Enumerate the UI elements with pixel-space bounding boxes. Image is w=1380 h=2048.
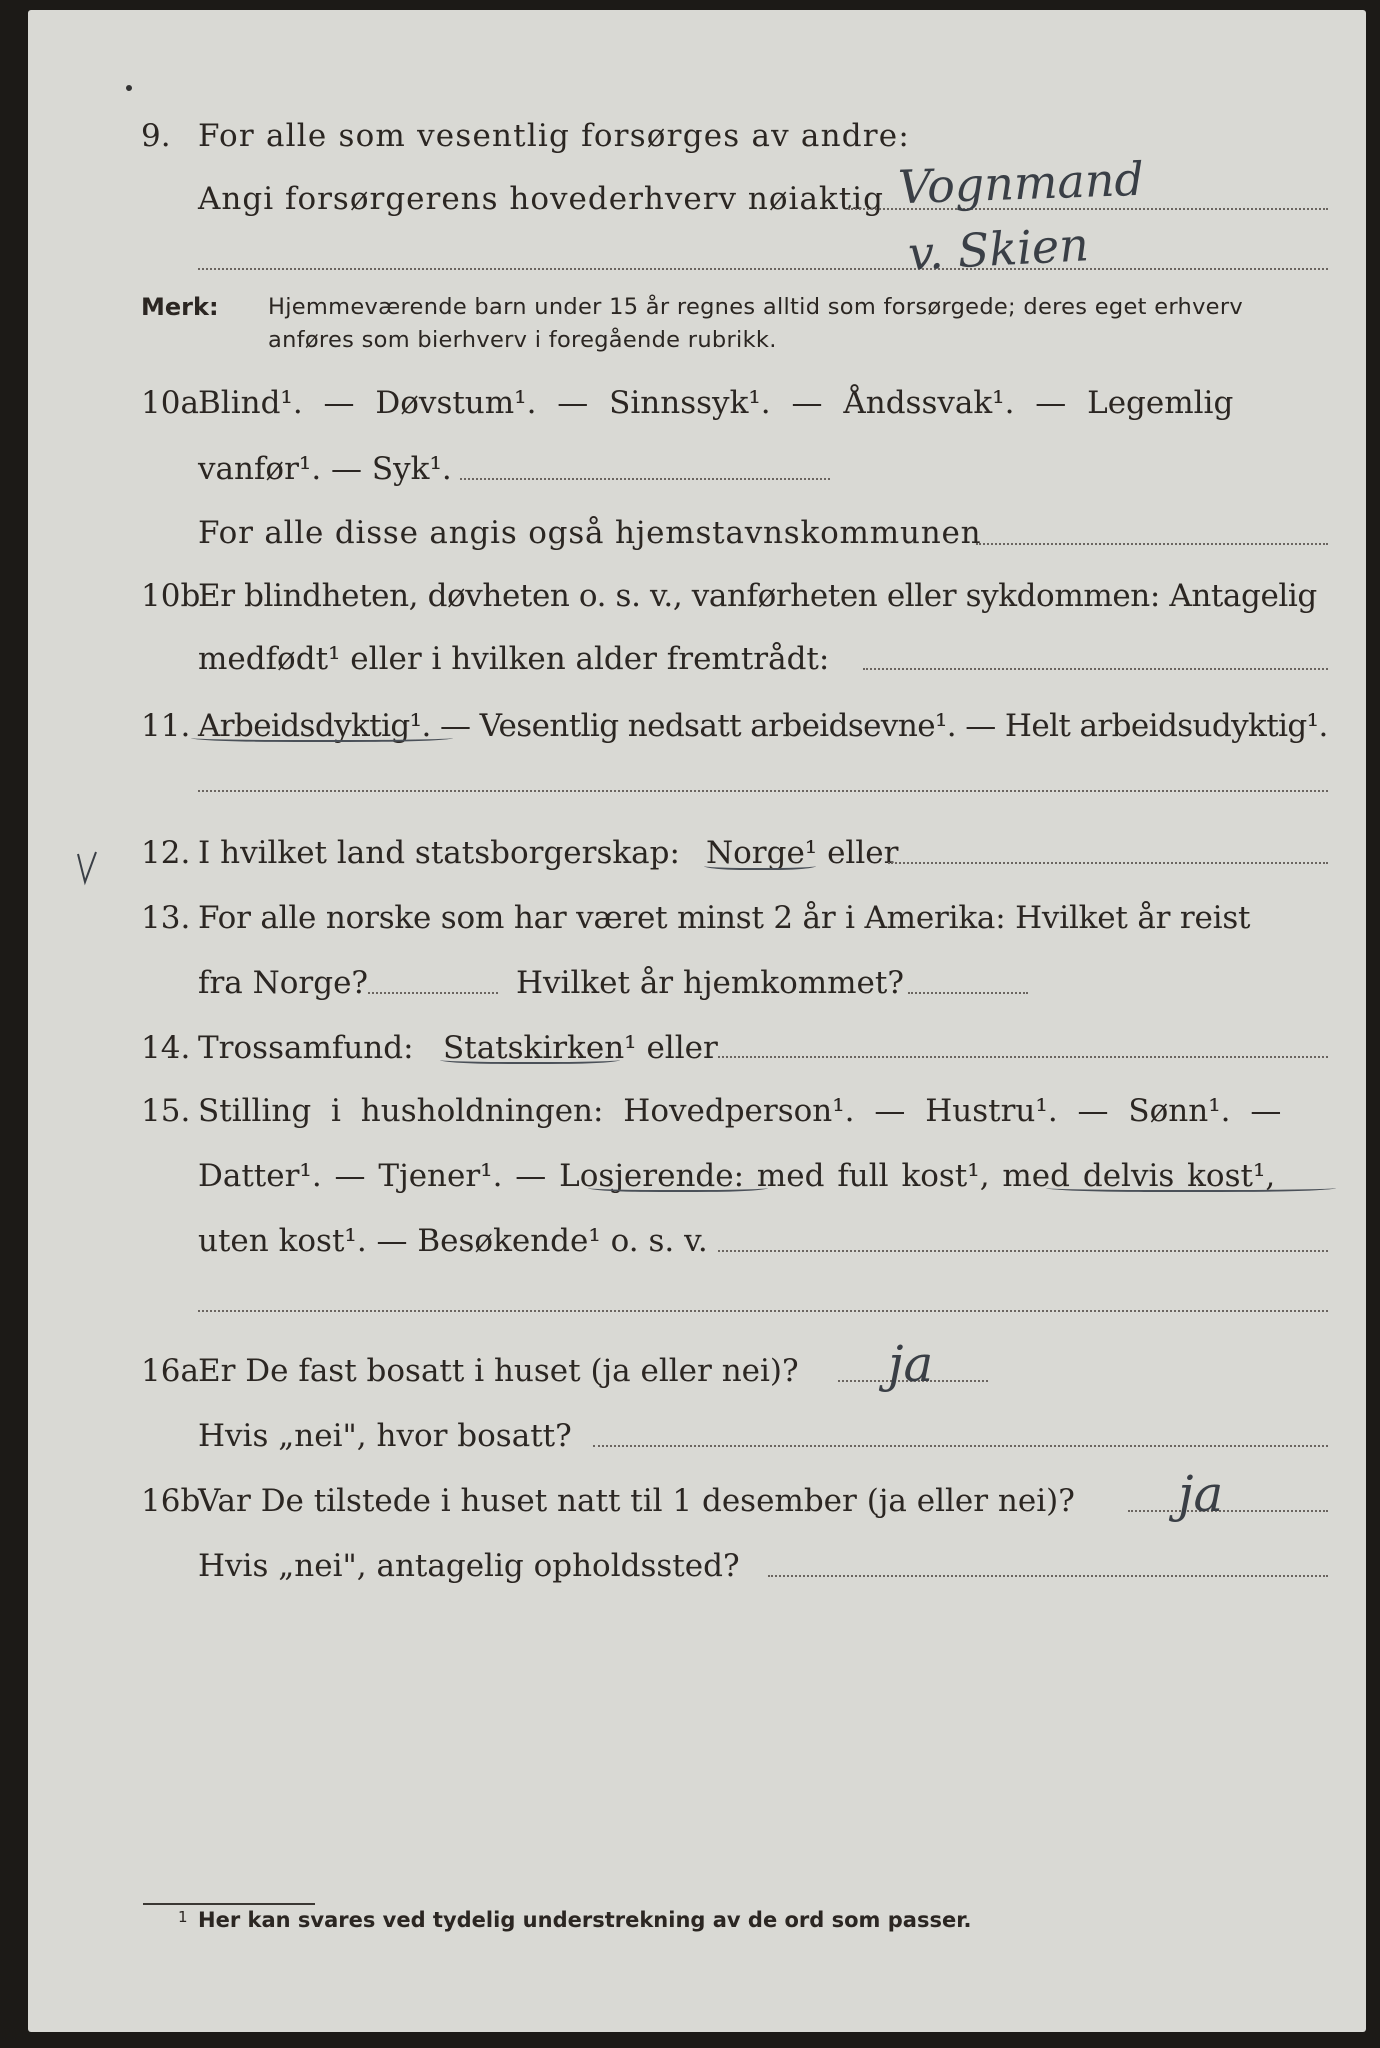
q11-line1: Arbeidsdyktig¹. — Vesentlig nedsatt arbeidsevne¹. — Helt arbeidsudyktig¹. [198,708,1328,744]
merk-line2: anføres som bierhverv i foregående rubrikk. [268,327,777,353]
q13-line2b: Hvilket år hjemkommet? [516,965,904,1001]
census-form-page [28,10,1366,2032]
q14-answer-line [718,1056,1328,1058]
q9-number: 9. [141,118,171,154]
q11-answer-line [198,790,1328,792]
q15-number: 15. [141,1093,191,1129]
q16a-line2: Hvis „nei", hvor bosatt? [198,1418,572,1454]
q11-underline-arbeidsdyktig [191,732,453,742]
q12-answer-line [888,862,1328,864]
q10b-number: 10b [141,578,201,614]
ink-dot [126,85,132,91]
q13-answer-line1 [368,992,498,994]
q14-number: 14. [141,1030,191,1066]
q15-underline-losjerende [588,1182,768,1192]
q15-line3: uten kost¹. — Besøkende¹ o. s. v. [198,1223,708,1259]
q11-number: 11. [141,708,191,744]
q13-line1: For alle norske som har været minst 2 år i Amerika: Hvilket år reist [198,900,1251,936]
q10a-answer-line1 [460,478,830,480]
q14-underline-statskirken [440,1054,620,1064]
q10a-number: 10a [141,385,199,421]
q15-line2: Datter¹. — Tjener¹. — Losjerende: med full kost¹, med delvis kost¹, [198,1158,1276,1194]
footnote-rule [143,1903,315,1905]
merk-line1: Hjemmeværende barn under 15 år regnes alltid som forsørgede; deres eget erhverv [268,294,1243,320]
q10a-answer-line2 [976,543,1328,545]
checkmark-icon [76,850,98,886]
q16a-line1: Er De fast bosatt i huset (ja eller nei)? [198,1353,799,1389]
q12-text-a: I hvilket land statsborgerskap: [198,835,680,871]
q12-text-b: Norge¹ eller [706,835,899,871]
q10a-line1: Blind¹. — Døvstum¹. — Sinnssyk¹. — Åndssvak¹. — Legemlig [198,385,1234,421]
q12-underline-norge [704,860,816,870]
q16a-handwritten-answer: ja [888,1335,934,1393]
q10a-line2: vanfør¹. — Syk¹. [198,451,452,487]
q14-text-b: Statskirken¹ eller [443,1030,718,1066]
q9-line1: For alle som vesentlig forsørges av andre: [198,118,910,154]
q15-answer-line2 [198,1310,1328,1312]
q9-handwritten-answer2: v. Skien [906,217,1091,281]
q10b-line2: medfødt¹ eller i hvilken alder fremtrådt: [198,641,830,677]
q16b-answer-line [1128,1510,1328,1512]
q13-answer-line2 [908,992,1028,994]
footnote-mark: 1 [178,1908,188,1926]
q15-answer-line1 [718,1250,1328,1252]
q16a-bosatt-line [593,1445,1328,1447]
q15-line1: Stilling i husholdningen: Hovedperson¹. — Hustru¹. — Sønn¹. — [198,1093,1282,1129]
q16a-number: 16a [141,1353,199,1389]
q16b-line2: Hvis „nei", antagelig opholdssted? [198,1548,740,1584]
q14-text-a: Trossamfund: [198,1030,414,1066]
q16b-line1: Var De tilstede i huset natt til 1 desember (ja eller nei)? [198,1483,1075,1519]
q12-number: 12. [141,835,191,871]
q9-answer-line2 [198,268,1328,270]
merk-label: Merk: [141,293,219,321]
q16b-handwritten-answer: ja [1178,1465,1224,1523]
q9-line2: Angi forsørgerens hovederhverv nøiaktig [198,181,884,217]
q13-number: 13. [141,900,191,936]
q16b-opholdssted-line [768,1575,1328,1577]
q9-handwritten-answer1: Vognmand [897,151,1145,215]
footnote-text: Her kan svares ved tydelig understrekning av de ord som passer. [198,1908,972,1932]
q10a-line3: For alle disse angis også hjemstavnskommunen [198,515,982,551]
q10b-line1: Er blindheten, døvheten o. s. v., vanførheten eller sykdommen: Antagelig [198,578,1317,614]
q16b-number: 16b [141,1483,201,1519]
q15-underline-delvis-kost [1046,1182,1336,1192]
q13-line2a: fra Norge? [198,965,369,1001]
q10b-answer-line [863,668,1328,670]
